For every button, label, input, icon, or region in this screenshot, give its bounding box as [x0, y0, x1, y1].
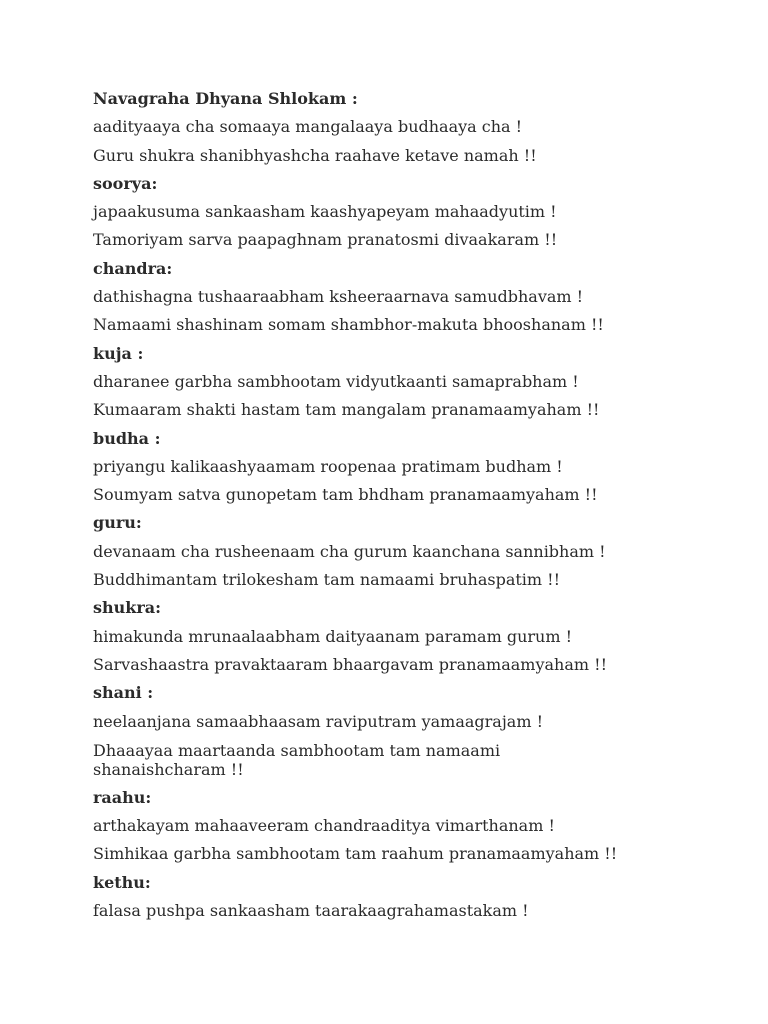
verse-line: devanaam cha rusheenaam cha gurum kaanchana sannibham ! — [93, 541, 606, 561]
section-heading-kuja: kuja : — [93, 343, 144, 363]
document-body — [93, 85, 713, 925]
verse-line: falasa pushpa sankaasham taarakaagrahamastakam ! — [93, 901, 529, 921]
section-heading-kethu: kethu: — [93, 872, 151, 892]
verse-line: neelaanjana samaabhaasam raviputram yamaagrajam ! — [93, 711, 544, 731]
section-heading-guru: guru: — [93, 513, 142, 533]
section-heading-soorya: soorya: — [93, 173, 158, 193]
verse-line: Kumaaram shakti hastam tam mangalam pranamaamyaham !! — [93, 400, 600, 420]
verse-line: Tamoriyam sarva paapaghnam pranatosmi divaakaram !! — [93, 230, 558, 250]
verse-line: Dhaaayaa maartaanda sambhootam tam namaami shanaishcharam !! — [93, 740, 501, 779]
verse-line: Namaami shashinam somam shambhor-makuta bhooshanam !! — [93, 315, 604, 335]
verse-line: priyangu kalikaashyaamam roopenaa pratimam budham ! — [93, 456, 563, 476]
section-heading-shukra: shukra: — [93, 598, 162, 618]
verse-line: dharanee garbha sambhootam vidyutkaanti samaprabham ! — [93, 371, 579, 391]
verse-line: dathishagna tushaaraabham ksheeraarnava samudbhavam ! — [93, 287, 584, 307]
section-heading-raahu: raahu: — [93, 787, 152, 807]
document-title: Navagraha Dhyana Shlokam : — [93, 89, 358, 108]
intro-line-1: aadityaaya cha somaaya mangalaaya budhaaya cha ! — [93, 117, 523, 137]
verse-line: Sarvashaastra pravaktaaram bhaargavam pranamaamyaham !! — [93, 654, 608, 674]
verse-line: Simhikaa garbha sambhootam tam raahum pranamaamyaham !! — [93, 844, 618, 864]
verse-line: arthakayam mahaaveeram chandraaditya vimarthanam ! — [93, 816, 555, 836]
section-heading-budha: budha : — [93, 428, 161, 448]
verse-line: himakunda mrunaalaabham daityaanam paramam gurum ! — [93, 626, 573, 646]
verse-line: Soumyam satva gunopetam tam bhdham pranamaamyaham !! — [93, 485, 598, 505]
section-heading-chandra: chandra: — [93, 258, 173, 278]
verse-line: japaakusuma sankaasham kaashyapeyam mahaadyutim ! — [93, 202, 557, 222]
verse-line: Buddhimantam trilokesham tam namaami bruhaspatim !! — [93, 570, 561, 590]
intro-line-2: Guru shukra shanibhyashcha raahave ketave namah !! — [93, 145, 537, 165]
section-heading-shani: shani : — [93, 683, 154, 703]
